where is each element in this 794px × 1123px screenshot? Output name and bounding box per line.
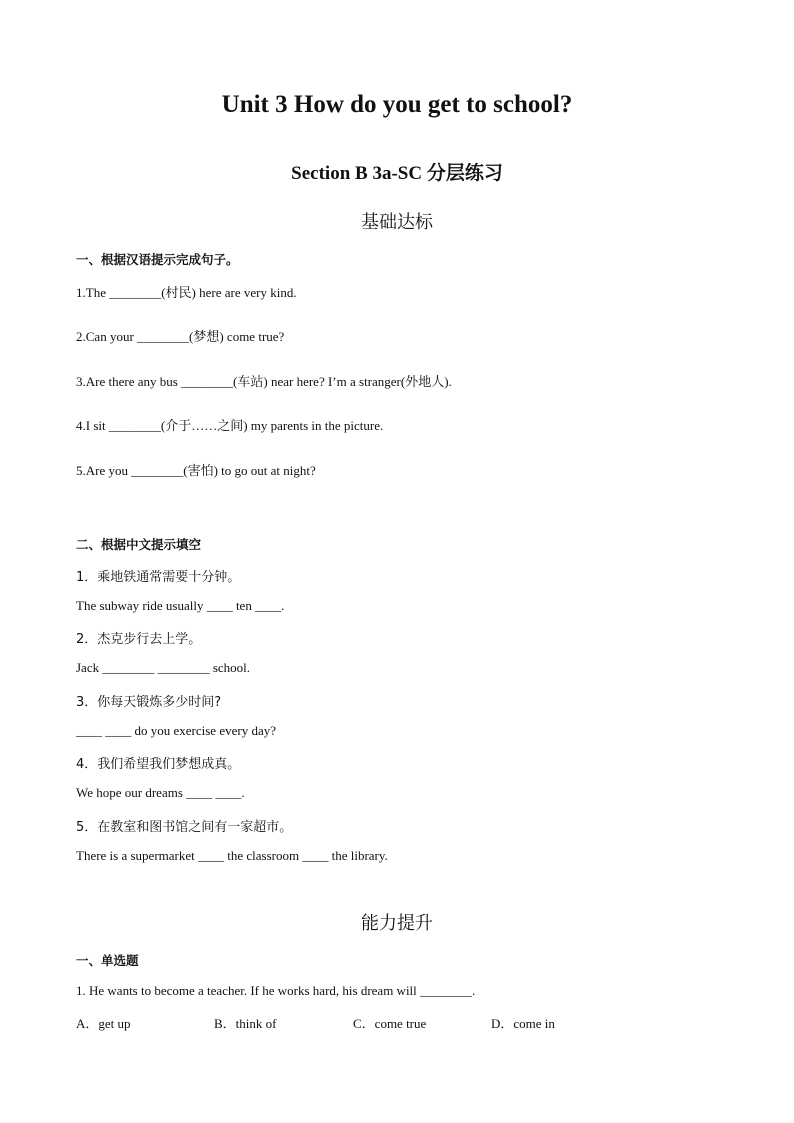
part3-heading: 一、单选题 — [76, 953, 139, 968]
part1-item: 1.The ________(村民) here are very kind. — [76, 285, 297, 300]
question-text: 1. He wants to become a teacher. If he works hard, his dream will ________. — [76, 983, 476, 998]
part2-chinese-prompt: 4．我们希望我们梦想成真。 — [76, 757, 241, 772]
part1-item: 3.Are there any bus ________(车站) near here? I’m a stranger(外地人). — [76, 374, 452, 389]
part2-chinese-prompt: 5．在教室和图书馆之间有一家超市。 — [76, 820, 293, 835]
level-heading-basic: 基础达标 — [361, 212, 433, 233]
part2-english-line: We hope our dreams ____ ____. — [76, 785, 245, 800]
part2-chinese-prompt: 3．你每天锻炼多少时间? — [76, 695, 222, 710]
option-c: C．come true — [353, 1016, 427, 1031]
section-subtitle: Section B 3a-SC 分层练习 — [291, 163, 503, 184]
part1-item: 4.I sit ________(介于……之间) my parents in the picture. — [76, 418, 384, 433]
option-d: D．come in — [491, 1016, 555, 1031]
part2-english-line: There is a supermarket ____ the classroom ____ the library. — [76, 848, 388, 863]
level-heading-advanced: 能力提升 — [361, 913, 433, 934]
part2-heading: 二、根据中文提示填空 — [76, 537, 202, 552]
part2-chinese-prompt: 2．杰克步行去上学。 — [76, 632, 202, 647]
part1-heading: 一、根据汉语提示完成句子。 — [76, 252, 239, 267]
part2-english-line: ____ ____ do you exercise every day? — [76, 723, 276, 738]
part1-item: 5.Are you ________(害怕) to go out at night? — [76, 463, 316, 478]
part2-english-line: Jack ________ ________ school. — [76, 660, 251, 675]
part2-chinese-prompt: 1．乘地铁通常需要十分钟。 — [76, 570, 241, 585]
part2-english-line: The subway ride usually ____ ten ____. — [76, 598, 285, 613]
part1-item: 2.Can your ________(梦想) come true? — [76, 329, 285, 344]
option-a: A．get up — [76, 1016, 131, 1031]
option-b: B．think of — [214, 1016, 277, 1031]
page-title: Unit 3 How do you get to school? — [221, 91, 573, 118]
